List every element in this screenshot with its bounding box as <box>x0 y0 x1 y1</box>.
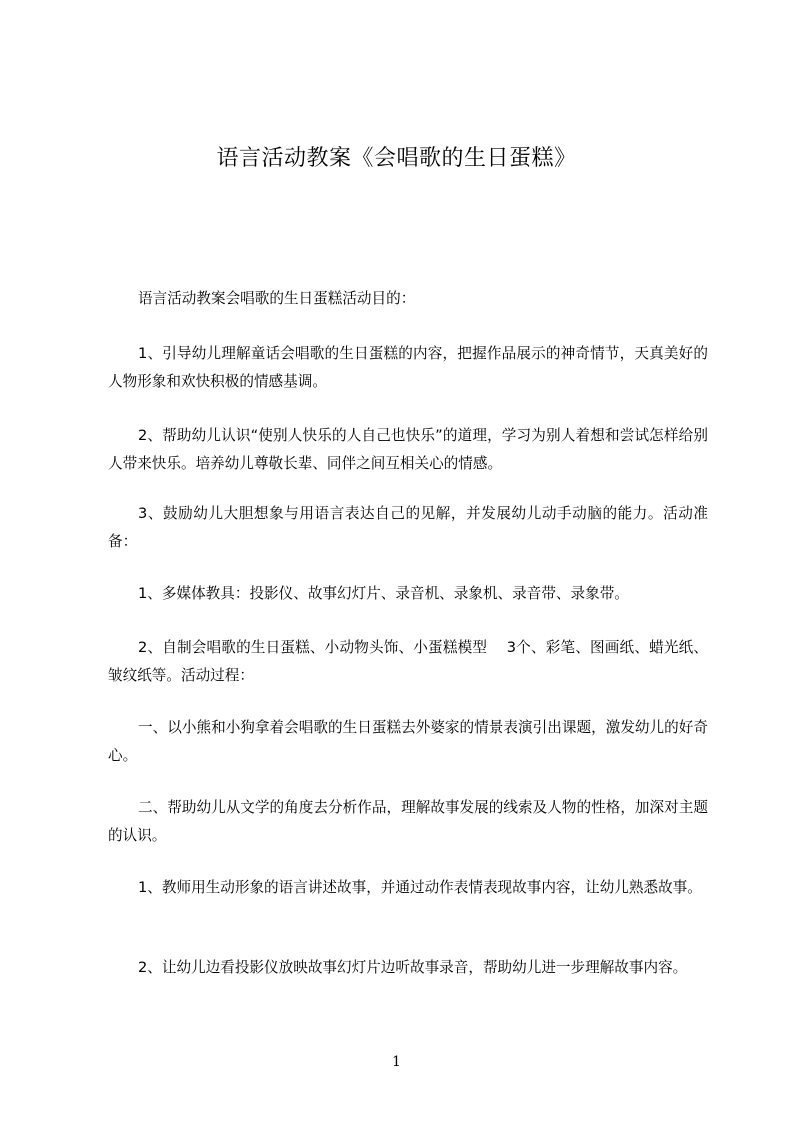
paragraph-process-step-2: 2、让幼儿边看投影仪放映故事幻灯片边听故事录音，帮助幼儿进一步理解故事内容。 <box>138 959 688 976</box>
paragraph-process-1: 一、以小熊和小狗拿着会唱歌的生日蛋糕去外婆家的情景表演引出课题，激发幼儿的好奇心。 <box>108 719 708 764</box>
paragraph-objective-1: 1、引导幼儿理解童话会唱歌的生日蛋糕的内容，把握作品展示的神奇情节，天真美好的人物形象和欢快积极的情感基调。 <box>108 345 708 390</box>
paragraph-process-step-1: 1、教师用生动形象的语言讲述故事，并通过动作表情表现故事内容，让幼儿熟悉故事。 <box>138 879 702 896</box>
paragraph-objectives-heading: 语言活动教案会唱歌的生日蛋糕活动目的： <box>138 290 416 307</box>
paragraph-preparation-2: 2、自制会唱歌的生日蛋糕、小动物头饰、小蛋糕模型 3个、彩笔、图画纸、蜡光纸、皱纹纸等。活动过程： <box>108 639 708 684</box>
paragraph-objective-2: 2、帮助幼儿认识“使别人快乐的人自己也快乐”的道理，学习为别人着想和尝试怎样给别人带来快乐。培养幼儿尊敬长辈、同伴之间互相关心的情感。 <box>108 427 708 472</box>
page-number: 1 <box>392 1054 401 1070</box>
document-title: 语言活动教案《会唱歌的生日蛋糕》 <box>216 146 577 171</box>
paragraph-objective-3: 3、鼓励幼儿大胆想象与用语言表达自己的见解，并发展幼儿动手动脑的能力。活动准备： <box>108 505 708 550</box>
paragraph-process-2: 二、帮助幼儿从文学的角度去分析作品，理解故事发展的线索及人物的性格，加深对主题的认识。 <box>108 799 708 844</box>
paragraph-preparation-1: 1、多媒体教具：投影仪、故事幻灯片、录音机、录象机、录音带、录象带。 <box>138 585 629 602</box>
